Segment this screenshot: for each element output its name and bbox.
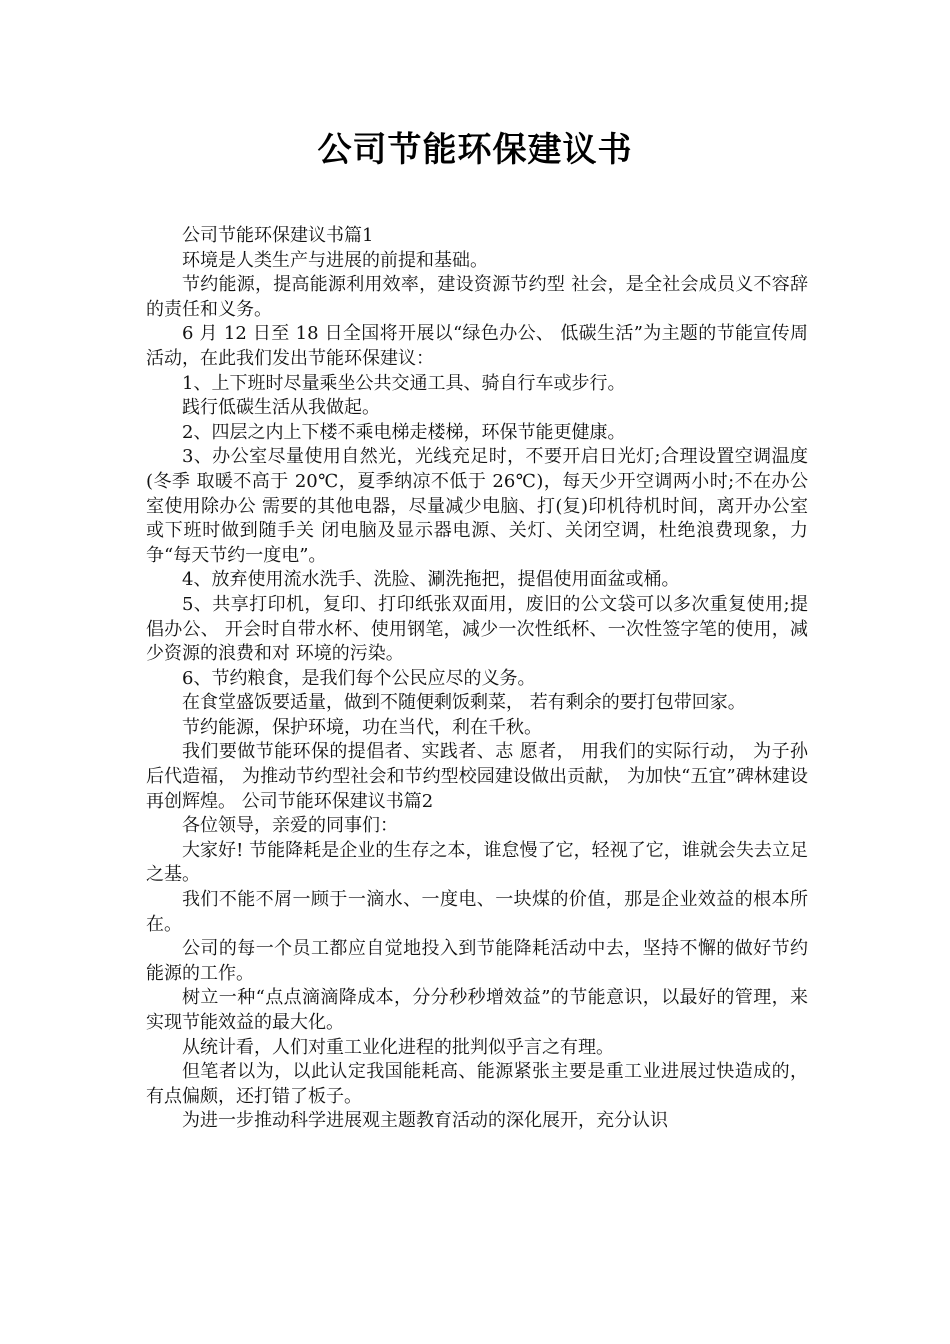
paragraph: 我们要做节能环保的提倡者、实践者、志 愿者， 用我们的实际行动， 为子孙后代造福， 为推动节约型社会和节约型校园建设做出贡献， 为加快“五宜”碑林建设再创辉煌。 公司节能环保建议书篇2	[146, 741, 808, 812]
paragraph: 环境是人类生产与进展的前提和基础。	[182, 249, 488, 271]
paragraph: 5、共享打印机，复印、打印纸张双面用，废旧的公文袋可以多次重复使用;提倡办公、 开会时自带水杯、使用钢笔，减少一次性纸杯、一次性签字笔的使用，减少资源的浪费和对 环境的污染。	[146, 593, 808, 665]
paragraph: 我们不能不屑一顾于一滴水、一度电、一块煤的价值，那是企业效益的根本所在。	[146, 889, 808, 935]
paragraph: 大家好! 节能降耗是企业的生存之本，谁怠慢了它，轻视了它，谁就会失去立足之基。	[146, 839, 808, 886]
paragraph: 践行低碳生活从我做起。	[182, 397, 380, 419]
paragraph: 但笔者以为，以此认定我国能耗高、能源紧张主要是重工业进展过快造成的，有点偏颇，还打错了板子。	[146, 1061, 808, 1107]
paragraph: 6 月 12 日至 18 日全国将开展以“绿色办公、 低碳生活”为主题的节能宣传周活动，在此我们发出节能环保建议：	[146, 323, 808, 369]
paragraph: 4、放弃使用流水洗手、洗脸、涮洗拖把，提倡使用面盆或桶。	[182, 569, 680, 591]
paragraph: 公司节能环保建议书篇1	[182, 225, 374, 246]
paragraph: 3、办公室尽量使用自然光，光线充足时，不要开启日光灯;合理设置空调温度(冬季 取暖不高于 20℃，夏季纳凉不低于 26℃)，每天少开空调两小时;不在办公室使用除办公 需要的其他电器，尽量减少电脑、打(复)印机待机时间，离开办公室或下班时做到随手关 闭电脑及显示器电源、关灯、关闭空调，杜绝浪费现象，力争“每天节约一度电”。	[146, 446, 808, 566]
paragraph: 树立一种“点点滴滴降成本，分分秒秒增效益”的节能意识，以最好的管理，来实现节能效益的最大化。	[146, 987, 808, 1033]
paragraph: 从统计看，人们对重工业化进程的批判似乎言之有理。	[182, 1036, 614, 1058]
paragraph: 各位领导，亲爱的同事们：	[182, 815, 398, 837]
paragraph: 1、上下班时尽量乘坐公共交通工具、骑自行车或步行。	[182, 372, 626, 394]
paragraph: 在食堂盛饭要适量，做到不随便剩饭剩菜， 若有剩余的要打包带回家。	[182, 692, 746, 714]
paragraph: 节约能源，保护环境，功在当代，利在千秋。	[182, 716, 542, 738]
paragraph: 节约能源，提高能源利用效率，建设资源节约型 社会，是全社会成员义不容辞的责任和义务。	[146, 274, 808, 320]
document-body	[146, 224, 808, 1134]
paragraph: 6、节约粮食，是我们每个公民应尽的义务。	[182, 667, 536, 689]
document-title: 公司节能环保建议书	[317, 130, 633, 170]
paragraph: 为进一步推动科学进展观主题教育活动的深化展开，充分认识	[182, 1110, 668, 1132]
paragraph: 2、四层之内上下楼不乘电梯走楼梯，环保节能更健康。	[182, 421, 626, 443]
paragraph: 公司的每一个员工都应自觉地投入到节能降耗活动中去，坚持不懈的做好节约能源的工作。	[146, 938, 808, 984]
